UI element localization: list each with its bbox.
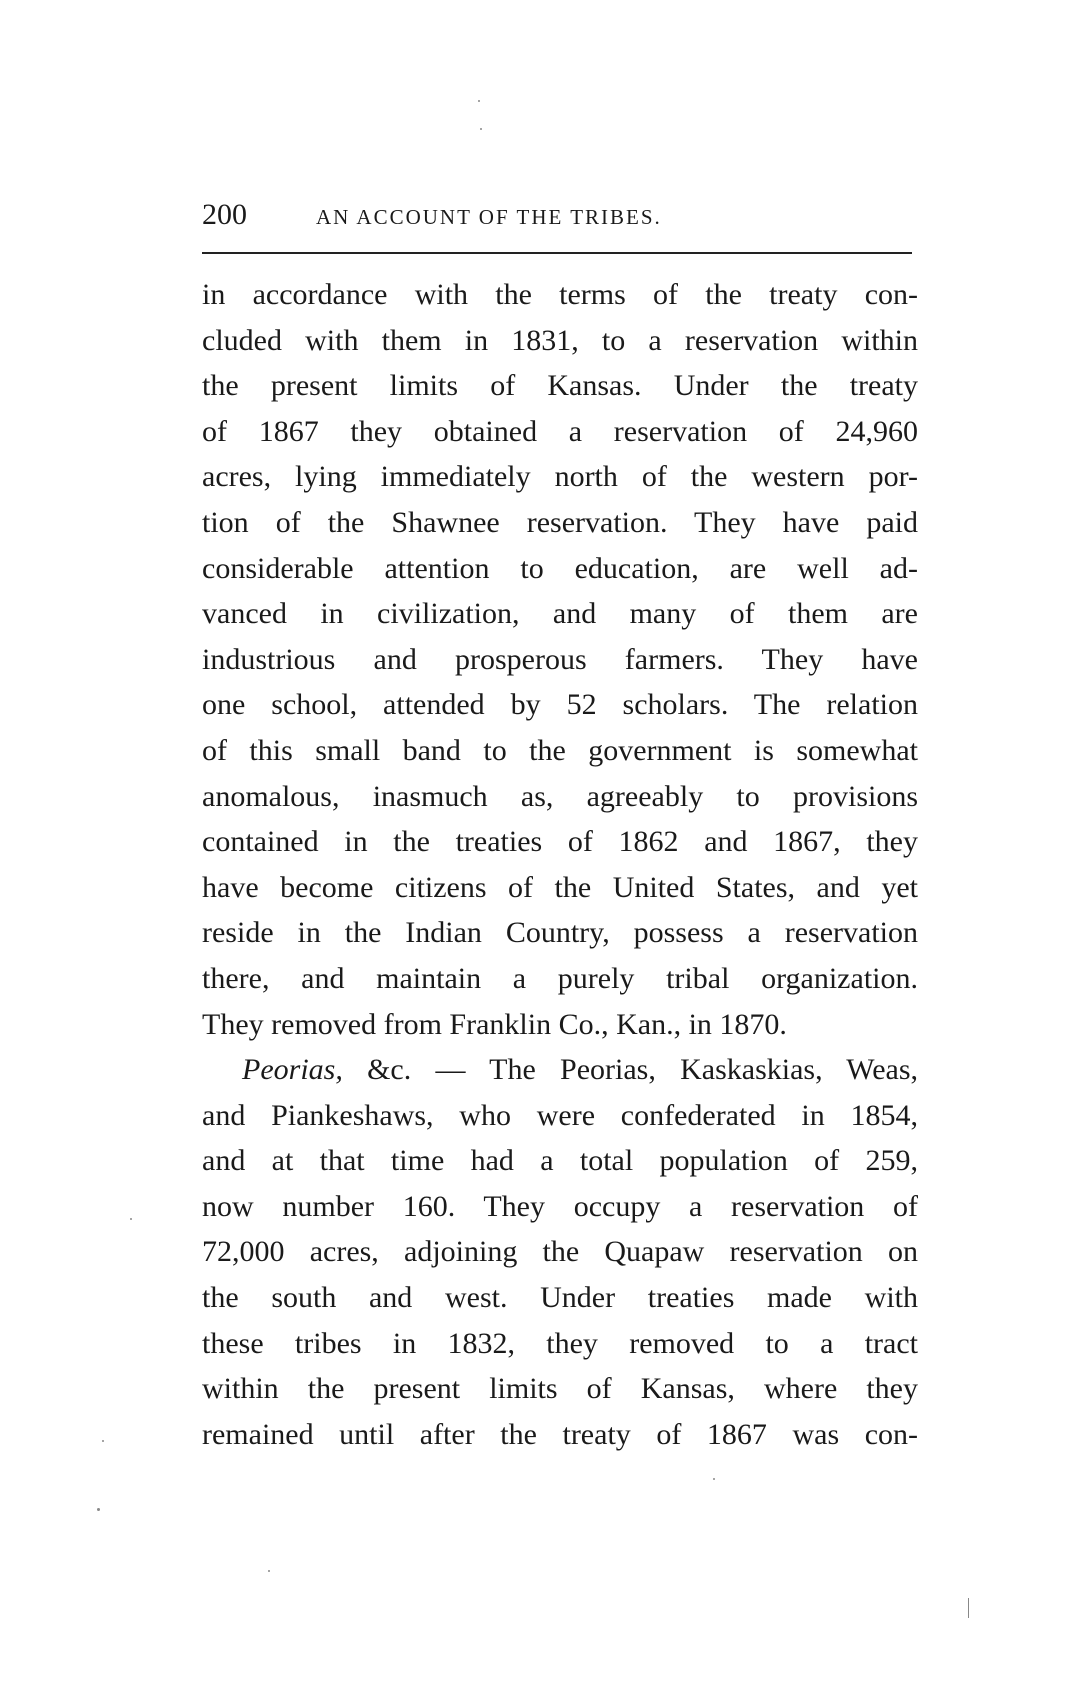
text-line: contained in the treaties of 1862 and 1867, they bbox=[202, 825, 918, 859]
body-text bbox=[202, 272, 918, 1457]
speck bbox=[480, 128, 482, 130]
text-line: in accordance with the terms of the treaty con- bbox=[202, 278, 918, 311]
paragraph-1 bbox=[202, 272, 918, 1047]
running-head bbox=[202, 200, 912, 250]
text-line: the present limits of Kansas. Under the treaty bbox=[202, 369, 918, 403]
text-line: reside in the Indian Country, possess a reservation bbox=[202, 916, 918, 950]
speck bbox=[97, 1508, 100, 1511]
speck bbox=[713, 1478, 715, 1480]
text-line: have become citizens of the United States, and yet bbox=[202, 870, 918, 904]
text-line: cluded with them in 1831, to a reservation within bbox=[202, 323, 918, 357]
text-line: remained until after the treaty of 1867 was con- bbox=[202, 1417, 918, 1451]
text-line: of this small band to the government is somewhat bbox=[202, 733, 918, 767]
text-line-rest: &c. — The Peorias, Kaskaskias, Weas, bbox=[342, 1053, 918, 1087]
text-line: one school, attended by 52 scholars. The relation bbox=[202, 688, 918, 722]
text-line: and Piankeshaws, who were confederated in 1854, bbox=[202, 1098, 918, 1132]
text-line: now number 160. They occupy a reservation of bbox=[202, 1189, 918, 1223]
speck bbox=[130, 1218, 132, 1220]
speck bbox=[102, 1440, 104, 1442]
speck bbox=[968, 1598, 969, 1618]
text-line: of 1867 they obtained a reservation of 24,960 bbox=[202, 414, 918, 448]
speck bbox=[478, 100, 480, 102]
text-line: 72,000 acres, adjoining the Quapaw reservation on bbox=[202, 1235, 918, 1269]
section-lead-word: Peorias, bbox=[242, 1053, 343, 1087]
text-line: and at that time had a total population of 259, bbox=[202, 1144, 918, 1178]
text-line: these tribes in 1832, they removed to a tract bbox=[202, 1326, 918, 1360]
text-line: industrious and prosperous farmers. They have bbox=[202, 642, 918, 676]
running-title: AN ACCOUNT OF THE TRIBES. bbox=[316, 205, 662, 229]
text-line: acres, lying immediately north of the western por- bbox=[202, 460, 918, 494]
text-line: tion of the Shawnee reservation. They have paid bbox=[202, 505, 918, 539]
text-line: the south and west. Under treaties made with bbox=[202, 1281, 918, 1315]
text-line bbox=[202, 1047, 918, 1093]
speck bbox=[268, 1570, 270, 1572]
text-line: vanced in civilization, and many of them are bbox=[202, 597, 918, 631]
text-line: within the present limits of Kansas, where they bbox=[202, 1372, 918, 1406]
page-number: 200 bbox=[202, 198, 247, 231]
text-line: there, and maintain a purely tribal organization. bbox=[202, 961, 918, 995]
paragraph-2 bbox=[202, 1047, 918, 1457]
text-line: considerable attention to education, are well ad- bbox=[202, 551, 918, 585]
header-rule bbox=[202, 252, 912, 254]
text-line: They removed from Franklin Co., Kan., in 1870. bbox=[202, 1007, 787, 1041]
text-line: anomalous, inasmuch as, agreeably to provisions bbox=[202, 779, 918, 813]
